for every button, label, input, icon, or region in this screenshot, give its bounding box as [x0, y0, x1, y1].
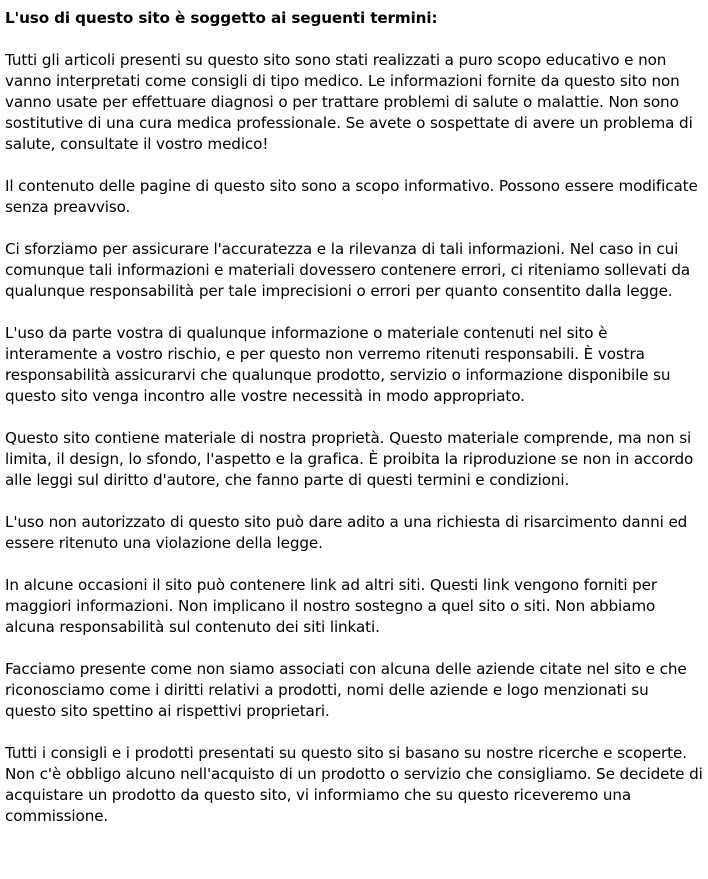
- paragraph-external-links: In alcune occasioni il sito può contenere link ad altri siti. Questi link vengono forniti per maggiori informazioni. Non implicano il nostro sostegno a quel sito o siti. Non abbiamo alcuna responsabilità sul contenuto dei siti linkati.: [5, 576, 657, 636]
- paragraph-accuracy: Ci sforziamo per assicurare l'accuratezza e la rilevanza di tali informazioni. Nel caso in cui comunque tali informazioni e materiali dovessero contenere errori, ci riteniamo sollevati da qualunque responsabilità per tale imprecisioni o errori per quanto consentito dalla legge.: [5, 240, 691, 300]
- paragraph-trademarks: Facciamo presente come non siamo associati con alcuna delle aziende citate nel sito e che riconosciamo come i diritti relativi a prodotti, nomi delle aziende e logo menzionati su questo sito spettino ai rispettivi proprietari.: [5, 660, 687, 720]
- paragraph-informative-content: Il contenuto delle pagine di questo sito sono a scopo informativo. Possono essere modificate senza preavviso.: [5, 177, 698, 216]
- paragraph-unauthorized-use: L'uso non autorizzato di questo sito può dare adito a una richiesta di risarcimento danni ed essere ritenuto una violazione della legge.: [5, 513, 688, 552]
- paragraph-copyright: Questo sito contiene materiale di nostra proprietà. Questo materiale comprende, ma non si limita, il design, lo sfondo, l'aspetto e la grafica. È proibita la riproduzione se non in accordo alle leggi sul diritto d'autore, che fanno parte di questi termini e condizioni.: [5, 429, 694, 489]
- terms-heading: L'uso di questo sito è soggetto ai seguenti termini:: [5, 9, 438, 27]
- paragraph-affiliate-commission: Tutti i consigli e i prodotti presentati su questo sito si basano su nostre ricerche e scoperte. Non c'è obbligo alcuno nell'acquisto di un prodotto o servizio che consigliamo. Se decidete di acquistare un prodotto da questo sito, vi informiamo che su questo riceveremo una commissione.: [5, 744, 703, 825]
- paragraph-educational-purpose: Tutti gli articoli presenti su questo sito sono stati realizzati a puro scopo educativo e non vanno interpretati come consigli di tipo medico. Le informazioni fornite da questo sito non vanno usate per effettuare diagnosi o per trattare problemi di salute o malattie. Non sono sostitutive di una cura medica professionale. Se avete o sospettate di avere un problema di salute, consultate il vostro medico!: [5, 51, 693, 153]
- paragraph-user-risk: L'uso da parte vostra di qualunque informazione o materiale contenuti nel sito è interamente a vostro rischio, e per questo non verremo ritenuti responsabili. È vostra responsabilità assicurarvi che qualunque prodotto, servizio o informazione disponibile su questo sito venga incontro alle vostre necessità in modo appropriato.: [5, 324, 671, 405]
